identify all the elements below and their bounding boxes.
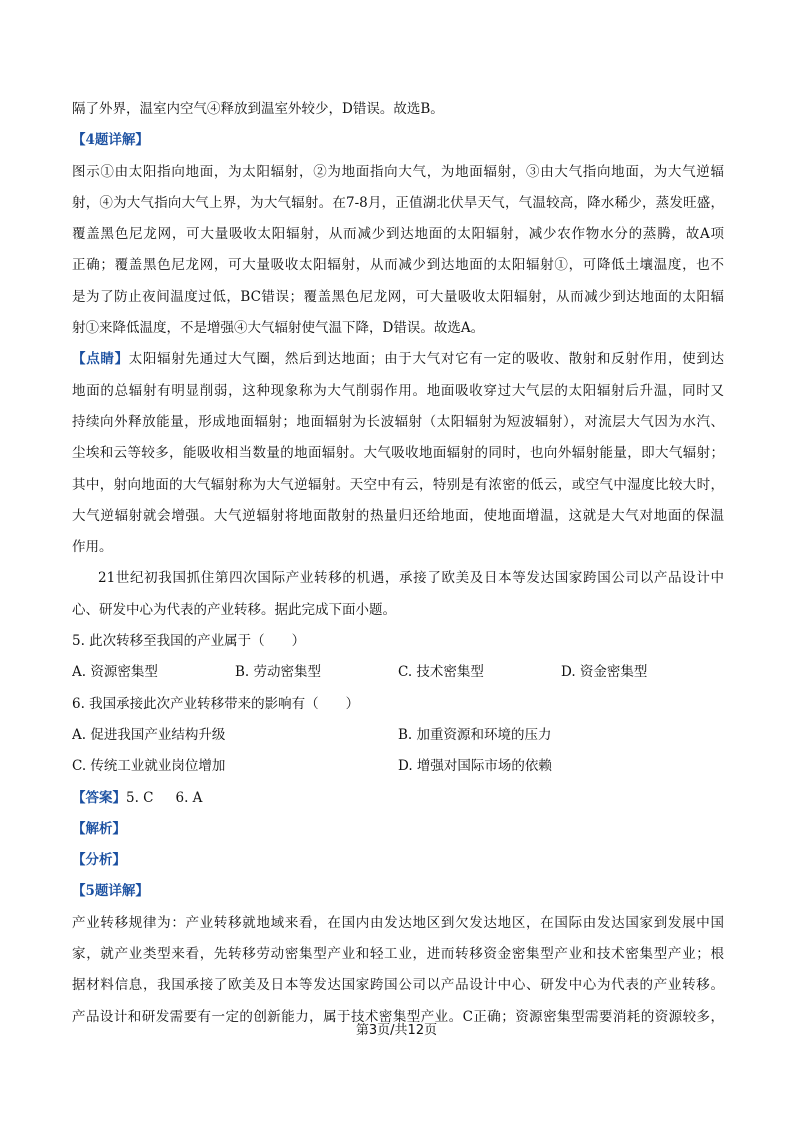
paragraph-text: 21世纪初我国抓住第四次国际产业转移的机遇，承接了欧美及日本等发达国家跨国公司以产品设计中 (98, 570, 724, 587)
text-line (72, 188, 724, 219)
answer-option: A. 资源密集型 (72, 664, 158, 681)
text-line (72, 313, 724, 344)
paragraph-text: 覆盖黑色尼龙网，可大量吸收太阳辐射，从而减少到达地面的太阳辐射，减少农作物水分的蒸腾，故A项 (72, 226, 724, 243)
text-line (72, 626, 724, 657)
text-line (72, 563, 724, 594)
text-line (72, 125, 724, 156)
answer-option: A. 促进我国产业结构升级 (72, 726, 226, 743)
paragraph-text: 其中，射向地面的大气辐射称为大气逆辐射。天空中有云，特别是有浓密的低云，或空气中湿度比较大时， (72, 476, 724, 493)
section-tag: 【4题详解】 (72, 132, 149, 149)
option-row (72, 657, 724, 688)
paragraph-text: 尘埃和云等较多，能吸收相当数量的地面辐射。大气吸收地面辐射的同时，也向外辐射能量，即大气辐射； (72, 445, 724, 462)
paragraph-text: 射①来降低温度，不是增强④大气辐射使气温下降，D错误。故选A。 (72, 320, 485, 337)
option-row (72, 720, 724, 751)
answer-option: B. 劳动密集型 (235, 664, 322, 681)
text-line (72, 157, 724, 188)
answer-line (72, 783, 724, 814)
text-line (72, 814, 724, 845)
paragraph-text: 地面的总辐射有明显削弱，这种现象称为大气削弱作用。地面吸收穿过大气层的太阳辐射后升温，同时又 (72, 382, 724, 399)
text-line (72, 282, 724, 313)
text-line (72, 407, 724, 438)
paragraph-text: 作用。 (72, 539, 113, 556)
paragraph-text: 6. 我国承接此次产业转移带来的影响有（ ） (72, 695, 360, 712)
document-body (72, 94, 724, 1033)
paragraph-text: 产品设计和研发需要有一定的创新能力，属于技术密集型产业。C正确；资源密集型需要消耗的资源较多， (72, 1008, 724, 1025)
text-line (72, 939, 724, 970)
text-line (72, 970, 724, 1001)
answer-value: 5. C (126, 789, 154, 806)
paragraph-text: 隔了外界，温室内空气④释放到温室外较少，D错误。故选B。 (72, 101, 444, 117)
paragraph-text: 心、研发中心为代表的产业转移。据此完成下面小题。 (72, 601, 396, 618)
paragraph-text: 持续向外释放能量，形成地面辐射；地面辐射为长波辐射（太阳辐射为短波辐射），对流层大气因为水汽、 (72, 413, 724, 430)
text-line (72, 532, 724, 563)
answer-value: 6. A (175, 789, 203, 806)
page-footer: 第3页/共12页 (355, 1023, 438, 1038)
paragraph-text: 据材料信息，我国承接了欧美及日本等发达国家跨国公司以产品设计中心、研发中心为代表的产业转移。 (72, 977, 724, 994)
section-tag: 【答案】 (72, 789, 126, 806)
paragraph-text: 是为了防止夜间温度过低，BC错误；覆盖黑色尼龙网，可大量吸收太阳辐射，从而减少到达地面的太阳辐 (72, 288, 724, 305)
answer-option: C. 传统工业就业岗位增加 (72, 758, 226, 775)
option-row (72, 751, 724, 782)
paragraph-text: 射，④为大气指向大气上界，为大气辐射。在7-8月，正值湖北伏旱天气，气温较高，降水稀少，蒸发旺盛， (72, 194, 724, 211)
answer-option: D. 资金密集型 (561, 664, 648, 681)
text-line (72, 250, 724, 281)
text-line (72, 501, 724, 532)
paragraph-text: 正确；覆盖黑色尼龙网，可大量吸收太阳辐射，从而减少到达地面的太阳辐射①，可降低土壤温度，也不 (72, 257, 724, 274)
section-tag: 【解析】 (72, 820, 126, 837)
section-tag: 【点睛】 (72, 351, 129, 368)
text-line (72, 470, 724, 501)
paragraph-text: 大气逆辐射就会增强。大气逆辐射将地面散射的热量归还给地面，使地面增温，这就是大气对地面的保温 (72, 507, 724, 524)
text-line (72, 908, 724, 939)
answer-option: B. 加重资源和环境的压力 (398, 726, 552, 743)
paragraph-text: 图示①由太阳指向地面，为太阳辐射，②为地面指向大气，为地面辐射，③由大气指向地面，为大气逆辐 (72, 163, 724, 180)
text-line (72, 219, 724, 250)
paragraph-text: 家，就产业类型来看，先转移劳动密集型产业和轻工业，进而转移资金密集型产业和技术密集型产业；根 (72, 946, 724, 963)
section-tag: 【分析】 (72, 852, 126, 869)
text-line (72, 595, 724, 626)
text-line (72, 876, 724, 907)
text-line (72, 376, 724, 407)
paragraph-text: 产业转移规律为：产业转移就地域来看，在国内由发达地区到欠发达地区，在国际由发达国家到发展中国 (72, 914, 724, 931)
answer-option: C. 技术密集型 (398, 664, 484, 681)
text-line (72, 845, 724, 876)
text-line (72, 344, 724, 375)
paragraph-text: 5. 此次转移至我国的产业属于（ ） (72, 633, 306, 650)
text-line (72, 438, 724, 469)
answer-option: D. 增强对国际市场的依赖 (398, 758, 552, 775)
section-tag: 【5题详解】 (72, 883, 149, 900)
text-line (72, 94, 724, 125)
text-line (72, 689, 724, 720)
paragraph-text: 太阳辐射先通过大气圈，然后到达地面；由于大气对它有一定的吸收、散射和反射作用，使到达 (128, 351, 724, 368)
